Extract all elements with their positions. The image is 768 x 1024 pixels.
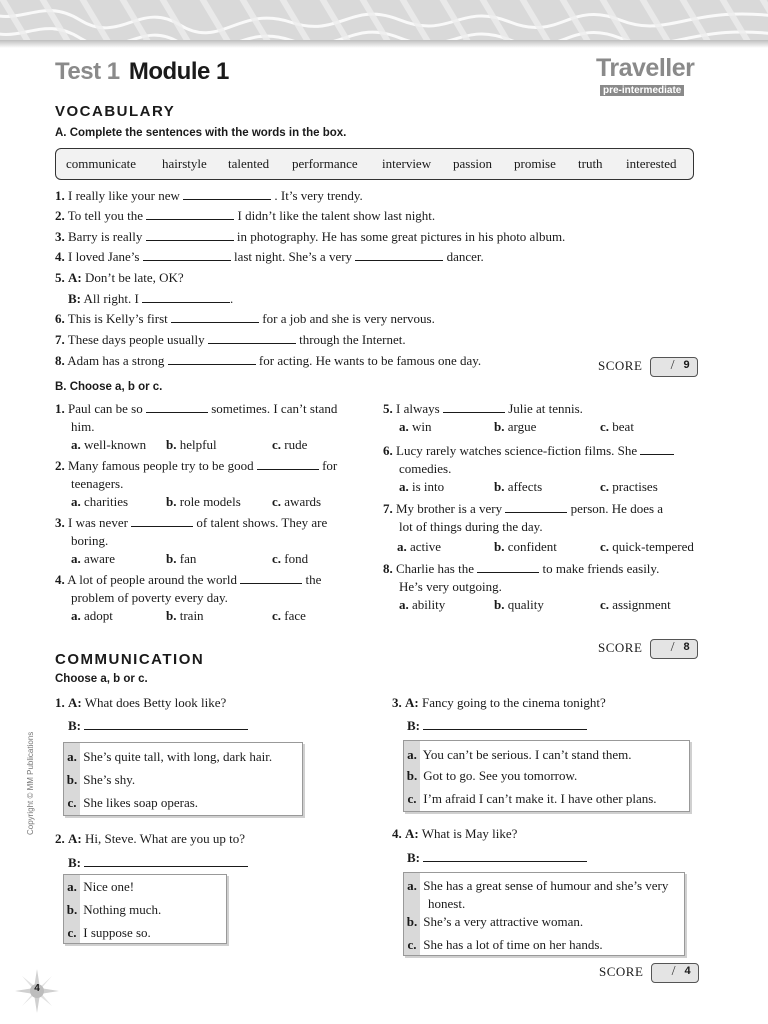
vocab-b-left-column: 1. Paul can be so sometimes. I can’t stand him. a. well-known b. helpful c. rude 2. Many famous people try to be good for teenagers. a. charities b. role models c. awards 3. I was never of talent shows. They are boring. a. aware b. fan c. fond 4. A lot of people around the world the problem of poverty every day. a. adopt b. train c. face <box>55 401 375 628</box>
dialogue-response-line: B: <box>68 718 248 734</box>
vocab-a-item: 1. I really like your new . It’s very trendy. <box>55 188 363 203</box>
vocabulary-heading: VOCABULARY <box>55 103 176 120</box>
answer-blank[interactable] <box>146 229 234 241</box>
logo-text: Traveller <box>596 54 695 82</box>
vocab-a-item: 2. To tell you the I didn’t like the talent show last night. <box>55 208 436 223</box>
page-number-badge <box>14 968 60 1014</box>
choice-box <box>63 874 227 944</box>
option-b[interactable]: b. confident <box>494 539 557 554</box>
word-box-item: passion <box>453 156 492 171</box>
option-c[interactable]: c. quick-tempered <box>600 539 694 554</box>
option-b[interactable]: b. train <box>166 608 204 623</box>
choice-a[interactable]: a. She has a great sense of humour and she’s very <box>407 878 669 893</box>
word-box-item: interested <box>626 156 677 171</box>
question-item: 3. I was never of talent shows. They are <box>55 515 328 530</box>
vocab-b-right-column: 5. I always Julie at tennis. a. win b. argue c. beat 6. Lucy rarely watches science-fiction films. She comedies. a. is into b. affects c. practises 7. My brother is a very person. He does a lot of things during the day. a. active b. confident c. quick-tempered 8. Charlie has the to make friends easily. He’s very outgoing. a. ability b. quality c. assignment <box>383 401 703 617</box>
option-a[interactable]: a. ability <box>399 597 446 612</box>
word-box-item: interview <box>382 156 432 171</box>
vocab-a-item: B: All right. I . <box>68 291 234 306</box>
word-box-item: hairstyle <box>162 156 207 171</box>
answer-blank[interactable] <box>208 332 296 344</box>
choice-b[interactable]: b. Nothing much. <box>66 902 162 917</box>
question-item: 4. A lot of people around the world the <box>55 572 322 587</box>
score-box[interactable]: / 9 <box>650 357 698 377</box>
vocab-a-item: 7. These days people usually through the Internet. <box>55 332 406 347</box>
answer-blank[interactable] <box>146 401 208 413</box>
word-box-item: communicate <box>66 156 137 171</box>
question-item: 7. My brother is a very person. He does a <box>383 501 664 516</box>
module-label: Module 1 <box>128 58 229 85</box>
vocab-a-item: 6. This is Kelly’s first for a job and she is very nervous. <box>55 311 435 326</box>
word-box-item: truth <box>578 156 603 171</box>
choice-box <box>63 742 303 816</box>
dialogue-prompt: 3. A: Fancy going to the cinema tonight? <box>392 695 606 710</box>
choice-box <box>403 740 690 812</box>
option-c[interactable]: c. rude <box>272 437 308 452</box>
traveller-logo <box>596 54 696 97</box>
word-box-item: promise <box>514 156 556 171</box>
answer-blank[interactable] <box>171 311 259 323</box>
option-a[interactable]: a. adopt <box>71 608 113 623</box>
communication-instruction: Choose a, b or c. <box>55 673 148 685</box>
question-item: 6. Lucy rarely watches science-fiction films. She <box>383 443 703 459</box>
option-b[interactable]: b. fan <box>166 551 197 566</box>
option-b[interactable]: b. affects <box>494 479 543 494</box>
vocab-a-instruction: A. Complete the sentences with the words in the box. <box>55 127 347 139</box>
option-a[interactable]: a. charities <box>71 494 129 509</box>
header-shadow <box>0 40 768 48</box>
page-title <box>55 58 229 86</box>
question-item: 8. Charlie has the to make friends easily. <box>383 561 660 576</box>
option-a[interactable]: a. win <box>399 419 432 434</box>
answer-blank[interactable] <box>143 249 231 261</box>
answer-blank[interactable] <box>423 718 587 730</box>
option-row <box>55 437 375 457</box>
vocab-a-item: 8. Adam has a strong for acting. He wants to be famous one day. <box>55 353 482 368</box>
dialogue-prompt: 1. A: What does Betty look like? <box>55 695 227 710</box>
question-item: 5. I always Julie at tennis. <box>383 401 583 416</box>
option-c[interactable]: c. face <box>272 608 306 623</box>
choice-c[interactable]: c. I’m afraid I can’t make it. I have other plans. <box>407 791 657 806</box>
choice-a-continued: honest. <box>428 896 466 911</box>
choice-b[interactable]: b. She’s a very attractive woman. <box>406 914 584 929</box>
score-communication: SCORE / 4 <box>599 963 699 983</box>
choice-b[interactable]: b. Got to go. See you tomorrow. <box>406 768 578 783</box>
answer-blank[interactable] <box>355 249 443 261</box>
option-row <box>383 597 703 617</box>
vocab-a-item: 5. A: Don’t be late, OK? <box>55 270 184 285</box>
vocab-b-instruction: B. Choose a, b or c. <box>55 381 163 393</box>
option-c[interactable]: c. assignment <box>600 597 671 612</box>
answer-blank[interactable] <box>146 208 234 220</box>
answer-blank[interactable] <box>131 515 193 527</box>
question-item: 1. Paul can be so sometimes. I can’t stand <box>55 401 338 416</box>
word-box-item: performance <box>292 156 358 171</box>
answer-blank[interactable] <box>240 572 302 584</box>
score-vocab-b: SCORE / 8 <box>598 639 698 659</box>
answer-blank[interactable] <box>443 401 505 413</box>
dialogue-response-line: B: <box>407 718 587 734</box>
option-row <box>383 479 703 499</box>
copyright-notice: Copyright © MM Publications <box>26 731 35 835</box>
vocab-a-item: 4. I loved Jane’s last night. She’s a very dancer. <box>55 249 484 264</box>
answer-blank[interactable] <box>168 353 256 365</box>
answer-blank[interactable] <box>84 855 248 867</box>
option-c[interactable]: c. awards <box>272 494 322 509</box>
choice-b[interactable]: b. She’s shy. <box>66 772 136 787</box>
answer-blank[interactable] <box>257 458 319 470</box>
answer-blank[interactable] <box>183 188 271 200</box>
dialogue-response-line: B: <box>407 850 587 866</box>
communication-heading: COMMUNICATION <box>55 651 205 668</box>
answer-blank[interactable] <box>640 443 674 455</box>
choice-a[interactable]: a. You can’t be serious. I can’t stand them. <box>407 747 632 762</box>
word-box <box>55 148 694 180</box>
page-number: 4 <box>34 983 40 994</box>
option-c[interactable]: c. fond <box>272 551 309 566</box>
score-box[interactable]: / 4 <box>651 963 699 983</box>
dialogue-prompt: 4. A: What is May like? <box>392 826 518 841</box>
option-a[interactable]: a. is into <box>399 479 445 494</box>
option-b[interactable]: b. role models <box>166 494 241 509</box>
choice-a[interactable]: a. Nice one! <box>67 879 135 894</box>
vocab-a-item: 3. Barry is really in photography. He has some great pictures in his photo album. <box>55 229 566 244</box>
choice-c[interactable]: c. I suppose so. <box>67 925 151 940</box>
option-b[interactable]: b. helpful <box>166 437 217 452</box>
option-c[interactable]: c. beat <box>600 419 634 434</box>
answer-blank[interactable] <box>84 718 248 730</box>
question-item: 2. Many famous people try to be good for <box>55 458 338 473</box>
option-row <box>55 551 375 571</box>
option-row <box>383 539 703 559</box>
answer-blank[interactable] <box>477 561 539 573</box>
answer-blank[interactable] <box>423 850 587 862</box>
choice-box <box>403 872 685 956</box>
option-a[interactable]: a. well-known <box>71 437 147 452</box>
choice-c[interactable]: c. She has a lot of time on her hands. <box>407 937 603 952</box>
option-row <box>55 608 375 628</box>
score-box[interactable]: / 8 <box>650 639 698 659</box>
option-a[interactable]: a. active <box>397 539 442 554</box>
header-wave-band <box>0 0 768 42</box>
option-row <box>383 419 703 439</box>
logo-sub: pre-intermediate <box>600 85 684 96</box>
score-vocab-a: SCORE / 9 <box>598 357 698 377</box>
choice-c[interactable]: c. She likes soap operas. <box>67 795 199 810</box>
choice-a[interactable]: a. She’s quite tall, with long, dark hair. <box>67 749 273 764</box>
option-b[interactable]: b. argue <box>494 419 537 434</box>
test-label: Test 1 <box>55 58 120 85</box>
dialogue-prompt: 2. A: Hi, Steve. What are you up to? <box>55 831 246 846</box>
word-box-item: talented <box>228 156 270 171</box>
option-c[interactable]: c. practises <box>600 479 658 494</box>
option-a[interactable]: a. aware <box>71 551 116 566</box>
answer-blank[interactable] <box>505 501 567 513</box>
dialogue-response-line: B: <box>68 855 248 871</box>
option-row <box>55 494 375 514</box>
answer-blank[interactable] <box>142 291 230 303</box>
option-b[interactable]: b. quality <box>494 597 544 612</box>
